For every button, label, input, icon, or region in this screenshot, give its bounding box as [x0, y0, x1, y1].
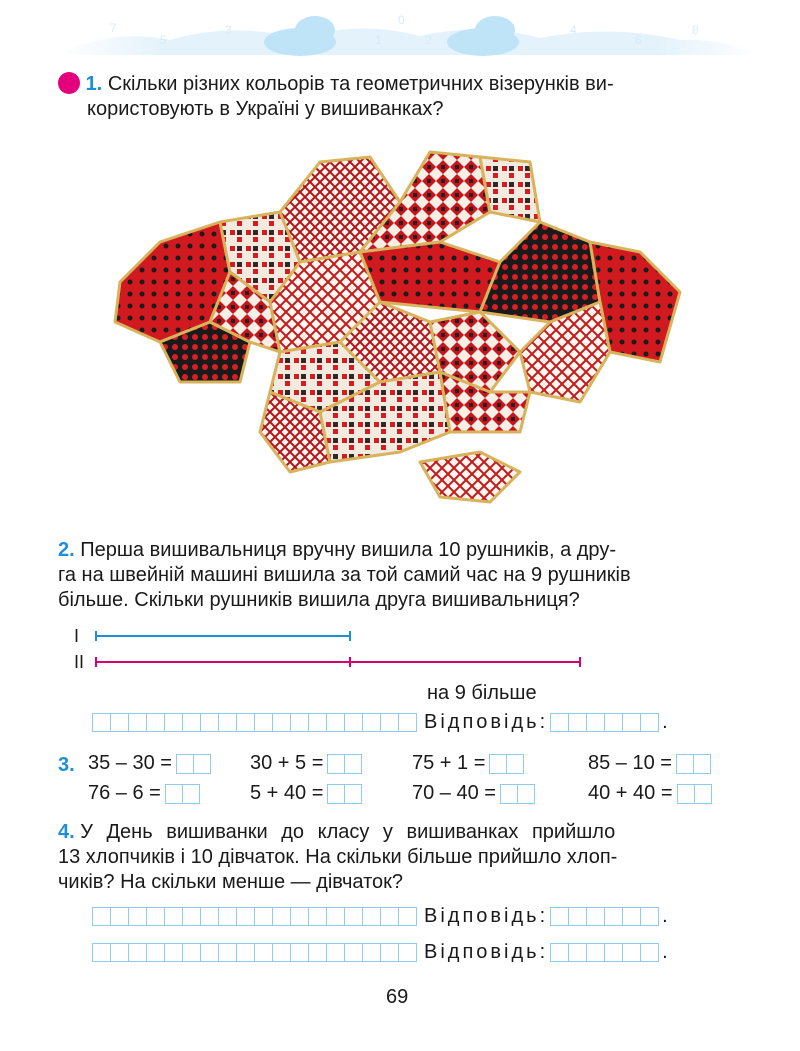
task-3: [58, 752, 758, 812]
answer-label: Відповідь:: [424, 711, 549, 733]
task-number: 1.: [85, 73, 103, 95]
header-number: 2: [425, 33, 432, 47]
solution-cells[interactable]: [92, 907, 416, 926]
expression: 5 + 40 =: [250, 782, 361, 805]
answer-cells[interactable]: [327, 784, 361, 804]
cloud-icon: [264, 16, 336, 56]
header-number: 4: [570, 23, 577, 37]
task-text: користовують в Україні у вишиванках?: [87, 98, 444, 120]
expression: 76 – 6 =: [88, 782, 199, 805]
task-1: [58, 72, 748, 122]
expression: 40 + 40 =: [588, 782, 711, 805]
answer-label: Відповідь:: [424, 905, 549, 927]
pink-bullet-icon: [58, 72, 80, 94]
task-4: [58, 820, 758, 895]
task-number: 4.: [58, 821, 75, 843]
task-number: 3.: [58, 754, 75, 776]
answer-cells[interactable]: [500, 784, 534, 804]
expression: 85 – 10 =: [588, 752, 710, 775]
task-2: [58, 538, 758, 613]
segment-label-1: I: [74, 626, 80, 646]
task-text: Перша вишивальниця вручну вишила 10 рушників, а дру-: [80, 539, 616, 561]
embroidery-map-image: [100, 132, 700, 512]
task-4-answer-row-2: Відповідь: .: [92, 942, 668, 962]
task-text: 13 хлопчиків і 10 дівчаток. На скільки більше прийшло хлоп-: [58, 846, 618, 868]
cloud-icon: [447, 16, 519, 56]
answer-cells[interactable]: [176, 754, 210, 774]
header-number: 7: [110, 21, 117, 35]
segment-label-2: II: [74, 652, 85, 672]
header-number: 8: [692, 23, 699, 37]
header-number: 6: [635, 33, 642, 47]
task-text: Скільки різних кольорів та геометричних візерунків ви-: [107, 73, 614, 95]
header-number: 1: [375, 33, 382, 47]
expression: 75 + 1 =: [412, 752, 523, 775]
answer-cells[interactable]: [550, 907, 658, 926]
answer-cells[interactable]: [327, 754, 361, 774]
expression: 70 – 40 =: [412, 782, 534, 805]
expression: 30 + 5 =: [250, 752, 361, 775]
task-4-answer-row-1: Відповідь: .: [92, 906, 668, 926]
answer-cells[interactable]: [165, 784, 199, 804]
answer-cells[interactable]: [489, 754, 523, 774]
segment-annotation: на 9 більше: [427, 682, 537, 704]
solution-cells[interactable]: [92, 713, 416, 732]
answer-cells[interactable]: [677, 784, 711, 804]
answer-cells[interactable]: [676, 754, 710, 774]
solution-cells[interactable]: [92, 943, 416, 962]
expression: 35 – 30 =: [88, 752, 210, 775]
answer-label: Відповідь:: [424, 941, 549, 963]
answer-cells[interactable]: [550, 713, 658, 732]
task-text: більше. Скільки рушників вишила друга вишивальниця?: [58, 589, 580, 611]
segment-diagram: [70, 622, 610, 682]
task-text: чиків? На скільки менше — дівчаток?: [58, 871, 404, 893]
header-cloud-strip: [0, 0, 800, 68]
answer-cells[interactable]: [550, 943, 658, 962]
task-2-answer-row: Відповідь: .: [92, 712, 668, 732]
header-number: 0: [398, 13, 405, 27]
task-number: 2.: [58, 539, 75, 561]
header-number: 3: [225, 23, 232, 37]
header-number: 5: [160, 33, 167, 47]
page-number: 69: [386, 986, 409, 1008]
task-text: У День вишиванки до класу у вишиванках прийшло: [80, 821, 616, 843]
task-text: га на швейній машині вишила за той самий час на 9 рушників: [58, 564, 631, 586]
